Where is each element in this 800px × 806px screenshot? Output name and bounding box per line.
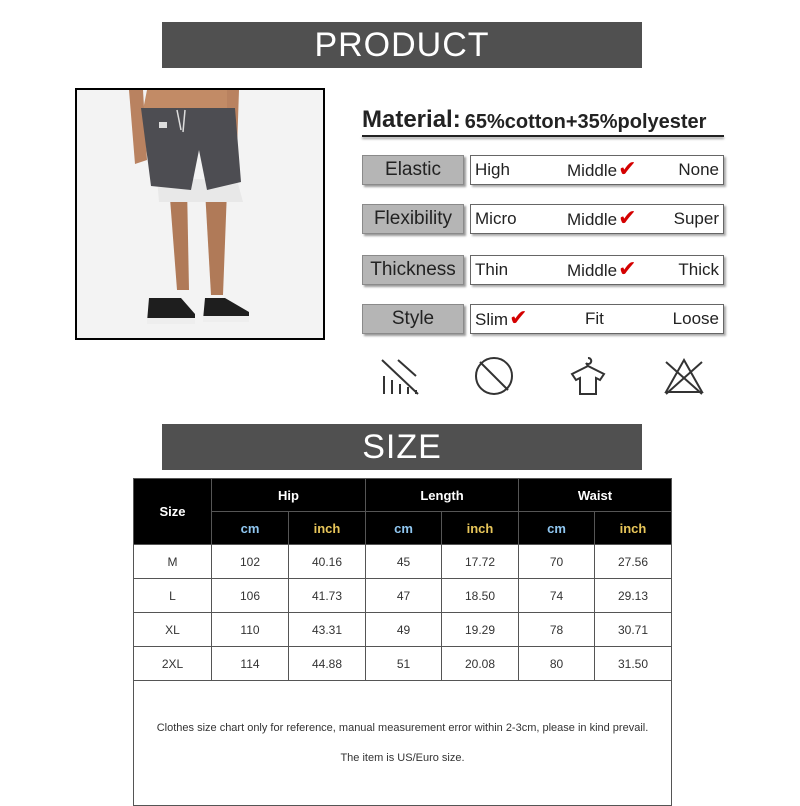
material-underline [362,135,724,137]
attr-row-thickness [362,255,724,287]
table-cell: 80 [519,647,595,681]
table-cell: 78 [519,613,595,647]
table-cell: 29.13 [595,579,672,613]
product-banner-title: PRODUCT [314,25,490,64]
attr-label: Style [362,304,464,334]
table-cell: 47 [366,579,442,613]
unit-cm: cm [519,512,595,545]
attr-option-selected: Middle✔ [567,205,637,230]
attr-options [470,255,724,285]
attr-row-flexibility [362,204,724,236]
table-cell: 45 [366,545,442,579]
attr-option: None [678,160,719,179]
attr-option: Super [673,209,719,228]
table-cell: 19.29 [442,613,519,647]
table-cell: 74 [519,579,595,613]
material-line [362,96,726,134]
table-row [134,545,672,579]
attr-label: Elastic [362,155,464,185]
attr-option: Fit [585,309,604,328]
table-row [134,613,672,647]
table-cell: 70 [519,545,595,579]
size-banner-title: SIZE [362,427,442,466]
do-not-bleach-gradient-icon [378,354,422,398]
table-cell: 106 [212,579,289,613]
size-header: Size [134,479,212,545]
attr-option: Thin [475,260,509,279]
check-icon: ✔ [509,305,528,330]
size-banner [162,424,642,470]
attr-option: Micro [475,209,517,228]
unit-cm: cm [366,512,442,545]
shorts-model-image [77,90,323,338]
table-cell: 27.56 [595,545,672,579]
attr-label: Flexibility [362,204,464,234]
size-note [134,681,672,806]
attr-option: Thick [678,260,719,279]
material-label: Material: [362,106,461,133]
table-cell: M [134,545,212,579]
table-cell: 31.50 [595,647,672,681]
do-not-tumble-dry-icon [472,354,516,398]
attr-row-elastic [362,155,724,187]
hip-header: Hip [212,479,366,512]
table-cell: 102 [212,545,289,579]
table-cell: 43.31 [289,613,366,647]
attr-option-selected: Middle✔ [567,256,637,281]
unit-inch: inch [595,512,672,545]
attr-options [470,155,724,185]
attr-option-selected: Middle✔ [567,156,637,181]
attr-option-selected: Slim✔ [475,305,528,330]
table-cell: 30.71 [595,613,672,647]
material-value: 65%cotton+35%polyester [464,111,707,133]
table-cell: 44.88 [289,647,366,681]
check-icon: ✔ [618,256,637,281]
waist-header: Waist [519,479,672,512]
table-cell: 18.50 [442,579,519,613]
product-banner [162,22,642,68]
check-icon: ✔ [618,156,637,181]
attr-options [470,304,724,334]
check-icon: ✔ [618,205,637,230]
table-cell: 20.08 [442,647,519,681]
hang-dry-icon [566,354,610,398]
length-header: Length [366,479,519,512]
product-photo [75,88,325,340]
table-cell: 114 [212,647,289,681]
table-cell: L [134,579,212,613]
size-table [133,478,672,806]
attr-label: Thickness [362,255,464,285]
unit-inch: inch [289,512,366,545]
table-note-row [134,681,672,806]
table-cell: 110 [212,613,289,647]
attr-option: Loose [672,309,719,328]
size-note-2: The item is US/Euro size. [340,752,465,764]
table-cell: 51 [366,647,442,681]
table-cell: 17.72 [442,545,519,579]
attr-option: High [475,160,510,179]
table-row [134,647,672,681]
unit-cm: cm [212,512,289,545]
table-cell: XL [134,613,212,647]
size-note-1: Clothes size chart only for reference, manual measurement error within 2-3cm, please in kind prevail. [156,722,649,734]
attr-options [470,204,724,234]
table-cell: 40.16 [289,545,366,579]
attr-row-style [362,304,724,336]
table-row [134,579,672,613]
table-cell: 41.73 [289,579,366,613]
unit-inch: inch [442,512,519,545]
table-cell: 49 [366,613,442,647]
table-cell: 2XL [134,647,212,681]
do-not-bleach-icon [662,354,706,398]
